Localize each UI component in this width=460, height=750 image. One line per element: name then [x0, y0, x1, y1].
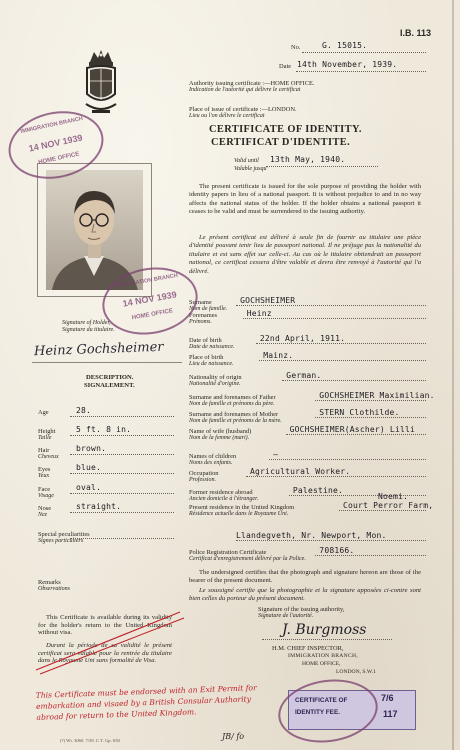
- remarks-fr: Observations: [38, 586, 70, 592]
- issue-date: 14th November, 1939.: [297, 60, 398, 69]
- inspector-line-1: H.M. CHIEF INSPECTOR,: [272, 645, 344, 652]
- holder-field-label: Present residence in the United Kingdom: [189, 504, 295, 511]
- holder-field-value: Agricultural Worker.: [250, 467, 351, 476]
- holder-field-label-fr: Prénoms.: [189, 319, 212, 325]
- purpose-en: The present certificate is issued for the sole purpose of providing the holder with identity papers in lieu of a national passport. It is without prejudice to and in no way affects the national status of the holder. If the holder obtains a national passport it ceases to be valid and must be surrendered to the issuing authority.: [189, 183, 421, 216]
- valid-until-date: 13th May, 1940.: [270, 155, 346, 164]
- holder-field-label-fr: Nom de famille et prénoms de la mère.: [189, 418, 282, 424]
- title-fr: CERTIFICAT D'IDENTITE.: [211, 137, 351, 148]
- holder-field-label: Police Registration Certificate: [189, 549, 267, 556]
- description-label: Age: [38, 409, 49, 416]
- description-label: Hair: [38, 447, 50, 454]
- signature-line: [32, 362, 182, 363]
- issuing-signature-fr: Signature de l'autorité.: [258, 613, 314, 619]
- undersigned-en: The undersigned certifies that the photograph and signature hereon are those of the bearer of the present document.: [189, 569, 421, 585]
- holder-field-value: Court Perror Farm,: [343, 501, 434, 510]
- description-label-fr: Visage: [38, 493, 54, 499]
- official-signature: J. Burgmoss: [282, 622, 367, 638]
- holder-field-value: GOCHSHEIMER(Ascher) Lilli: [289, 425, 416, 434]
- holder-field-label: Surname and forenames of Father: [189, 394, 276, 401]
- holder-field-label-fr: Lieu de naissance.: [189, 361, 234, 367]
- holder-field-value: Heinz: [246, 309, 272, 318]
- description-label-fr: Yeux: [38, 473, 50, 479]
- holder-field-value: Mainz.: [263, 351, 294, 360]
- remarks-en: Remarks: [38, 579, 61, 586]
- place-en: Place of issue of certificate :—LONDON.: [189, 106, 297, 113]
- description-value: oval.: [76, 483, 102, 492]
- signature-label-fr: Signature du titulaire.: [62, 327, 115, 333]
- holder-field-label: Names of children: [189, 453, 237, 460]
- valid-until-en: Valid until: [234, 158, 259, 164]
- holder-field-value: German.: [286, 371, 322, 380]
- holder-field-label: Date of birth: [189, 337, 222, 344]
- inspector-line-3: HOME OFFICE,: [302, 661, 341, 667]
- holder-field-value: GOCHSHEIMER: [240, 296, 296, 305]
- title-en: CERTIFICATE OF IDENTITY.: [209, 124, 362, 135]
- holder-field-value: 708166.: [319, 546, 355, 555]
- home-office-stamp-middle: IMMIGRATION BRANCH 14 NOV 1939 HOME OFFICE: [97, 260, 203, 342]
- home-office-stamp-top: IMMIGRATION BRANCH 14 NOV 1939 HOME OFFICE: [2, 103, 110, 188]
- date-label: Date: [279, 63, 292, 70]
- holder-field-label-fr: Ancien domicile à l'étranger.: [189, 496, 259, 502]
- description-label-fr: Nez: [38, 512, 47, 518]
- holder-field-value: Palestine.: [292, 486, 344, 495]
- holder-field-label-fr: Nom de la femme (mari).: [189, 435, 250, 441]
- description-label: Special peculiarities: [38, 531, 90, 538]
- description-value: straight.: [76, 502, 122, 511]
- holder-field-label: Occupation: [189, 470, 219, 477]
- place-fr: Lieu ou l'on délivre le certificat: [189, 113, 265, 119]
- description-label-fr: Cheveux: [38, 454, 59, 460]
- description-label: Nose: [38, 505, 52, 512]
- authority-fr: Indication de l'autorité qui délivre le certificat: [189, 87, 301, 93]
- holder-field-value: GOCHSHEIMER Maximilian.: [319, 391, 435, 400]
- holder-field-label-fr: Noms des enfants.: [189, 460, 233, 466]
- handwritten-endorsement-note: This Certificate must be endorsed with an Exit Permit for embarkation and visaed by a British Consular Authority abroad for return to the United Kingdom.: [35, 683, 257, 722]
- purpose-fr: Le présent certificat est délivré à seule fin de fournir au titulaire une pièce d'identité pouvant tenir lieu de passeport national. Il ne préjuge pas la nationalité du titulaire et est sans effet sur celle-ci. Au cas où le titulaire obtiendrait un passeport national, ce certificat cessera d'être valable et devra être renvoyé à l'autorité qui l'a délivré.: [189, 234, 421, 275]
- holder-field-label: Place of birth: [189, 354, 224, 361]
- validity-fr: Durant la période de sa validité le présent certificat sera valable pour la rentrée du titulaire dans le Royaume Uni sans formalité de Visa.: [38, 642, 172, 665]
- holder-field-value: STERN Clothilde.: [319, 408, 400, 417]
- description-label-fr: Signes particuliers: [38, 538, 84, 544]
- holder-field-label: Forenames: [189, 312, 218, 319]
- validity-en: This Certificate is available during its validity for the holder's return to the United Kingdom without visa.: [38, 614, 172, 637]
- description-value: brown.: [76, 444, 107, 453]
- holder-field-label-fr: Nom de famille et prénoms du père.: [189, 401, 275, 407]
- valid-until-fr: Valable jusqu': [234, 166, 268, 172]
- holder-field-value: —: [273, 450, 279, 459]
- holder-field-label: Surname and forenames of Mother: [189, 411, 279, 418]
- page-edge: [452, 0, 454, 750]
- description-label-fr: Taille: [38, 435, 52, 441]
- fee-stamp: CERTIFICATE OF IDENTITY FEE. 7/6 117: [288, 690, 416, 730]
- wife-second-name: Noemi.: [378, 492, 409, 501]
- holder-field-label: Nationality of origin: [189, 374, 242, 381]
- holder-field-label-fr: Nationalité d'origine.: [189, 381, 241, 387]
- description-value: blue.: [76, 463, 102, 472]
- holder-signature: Heinz Gochsheimer: [33, 339, 164, 360]
- holder-field-value: 22nd April, 1911.: [259, 334, 346, 343]
- holder-field-label-fr: Profession.: [189, 477, 216, 483]
- fee-cancel-stamp: [274, 673, 382, 748]
- printer-footer: (?) Wt. 3060. 7/39. C.T. Gp. 650: [60, 738, 120, 743]
- royal-coat-of-arms-icon: [78, 48, 124, 120]
- authority-en: Authority issuing certificate :—HOME OFFICE.: [189, 80, 315, 87]
- issuing-signature-en: Signature of the issuing authority,: [258, 606, 345, 613]
- holder-field-label-fr: Nom de famille.: [189, 306, 228, 312]
- residence-line-2: Llandegveth, Nr. Newport, Mon.: [236, 531, 387, 540]
- holder-field-label-fr: Date de naissance.: [189, 344, 235, 350]
- holder-field-label-fr: Résidence actuelle dans le Royaume Uni.: [189, 511, 289, 517]
- holder-field-label: Name of wife (husband): [189, 428, 252, 435]
- description-title-fr: SIGNALEMENT.: [84, 382, 135, 389]
- number-label: No.: [291, 44, 301, 51]
- form-code: I.B. 113: [400, 28, 432, 38]
- description-value: 5 ft. 8 in.: [76, 425, 132, 434]
- description-value: 28.: [76, 406, 92, 415]
- description-label: Height: [38, 428, 56, 435]
- holder-field-label: Former residence abroad: [189, 489, 253, 496]
- inspector-line-4: LONDON, S.W.1: [336, 669, 376, 675]
- handwritten-initials: JB/ fo: [222, 732, 245, 741]
- holder-field-label-fr: Certificat d'enregistrement délivré par la Police.: [189, 556, 306, 562]
- holder-field-label: Surname: [189, 299, 212, 306]
- undersigned-fr: Le soussigné certifie que la photographie et la signature apposées ci-contre sont bien celles du porteur du présent document.: [189, 587, 421, 603]
- strike-through-marks: [30, 608, 190, 676]
- description-label: Face: [38, 486, 51, 493]
- inspector-line-2: IMMIGRATION BRANCH,: [288, 653, 359, 659]
- signature-label-en: Signature of Holder,: [62, 320, 111, 326]
- description-title: DESCRIPTION.: [86, 374, 134, 381]
- description-label: Eyes: [38, 466, 51, 473]
- certificate-number: G. 15015.: [322, 41, 368, 50]
